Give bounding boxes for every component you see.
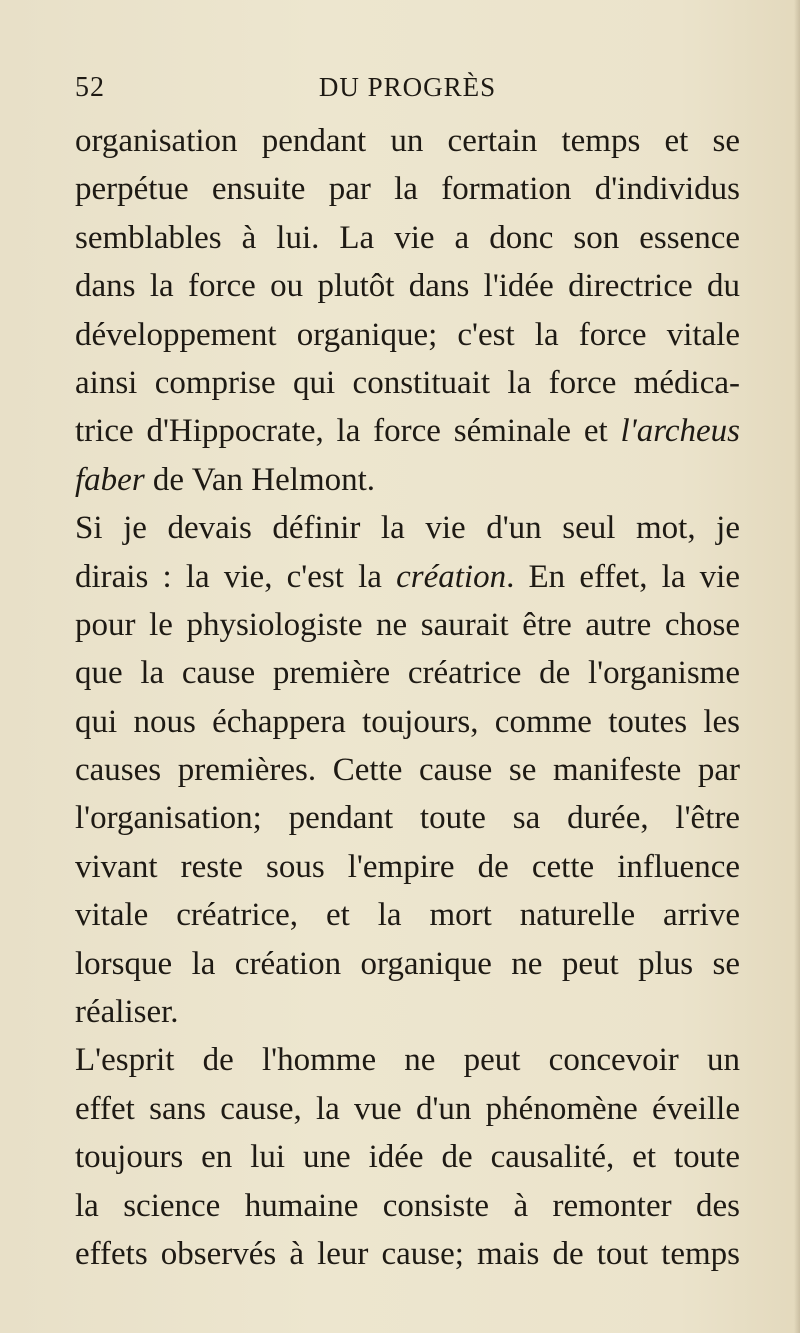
text-line-5: développement organique; c'est la force vitale	[75, 316, 740, 353]
text-line-7	[75, 407, 740, 455]
italic-faber: faber	[75, 461, 145, 498]
text-line-15: l'organisation; pendant toute sa durée, l'être	[75, 800, 740, 837]
text-line-24: effets observés à leur cause; mais de tout temps	[75, 1235, 740, 1272]
text-line-8	[75, 456, 740, 504]
page-edge-shadow	[794, 0, 800, 1333]
text-line-14: causes premières. Cette cause se manifeste par	[75, 752, 740, 789]
text-line-22: toujours en lui une idée de causalité, et toute	[75, 1139, 740, 1176]
text-line-16: vivant reste sous l'empire de cette influence	[75, 848, 740, 885]
text-line-12: que la cause première créatrice de l'organisme	[75, 655, 740, 692]
text-line-7-roman: trice d'Hippocrate, la force séminale et	[75, 413, 621, 450]
text-line-11: pour le physiologiste ne saurait être autre chose	[75, 606, 740, 643]
page-number: 52	[75, 72, 105, 103]
text-line-19: réaliser.	[75, 994, 179, 1031]
text-line-9: Si je devais définir la vie d'un seul mot, je	[75, 510, 740, 547]
page-header	[75, 72, 740, 112]
text-line-10	[75, 553, 740, 601]
text-line-6: ainsi comprise qui constituait la force médica-	[75, 364, 740, 401]
text-line-20: L'esprit de l'homme ne peut concevoir un	[75, 1042, 740, 1079]
text-line-18: lorsque la création organique ne peut plus se	[75, 945, 740, 982]
text-line-3: semblables à lui. La vie a donc son essence	[75, 219, 740, 256]
text-line-23: la science humaine consiste à remonter des	[75, 1187, 740, 1224]
text-line-13: qui nous échappera toujours, comme toutes les	[75, 703, 740, 740]
italic-archeus: l'archeus	[620, 413, 740, 450]
text-line-10-roman-a: dirais : la vie, c'est la	[75, 558, 397, 595]
text-line-17: vitale créatrice, et la mort naturelle arrive	[75, 897, 740, 934]
text-line-1: organisation pendant un certain temps et se	[75, 123, 740, 159]
text-line-8-roman: de Van Helmont.	[144, 461, 376, 498]
body-text	[75, 117, 740, 1278]
text-line-4: dans la force ou plutôt dans l'idée directrice du	[75, 268, 740, 305]
text-line-21: effet sans cause, la vue d'un phénomène éveille	[75, 1090, 740, 1127]
italic-creation: création	[396, 558, 507, 595]
text-line-2: perpétue ensuite par la formation d'individus	[75, 171, 740, 208]
running-head: DU PROGRÈS	[318, 72, 497, 102]
text-line-10-roman-b: . En effet, la vie	[506, 558, 740, 595]
